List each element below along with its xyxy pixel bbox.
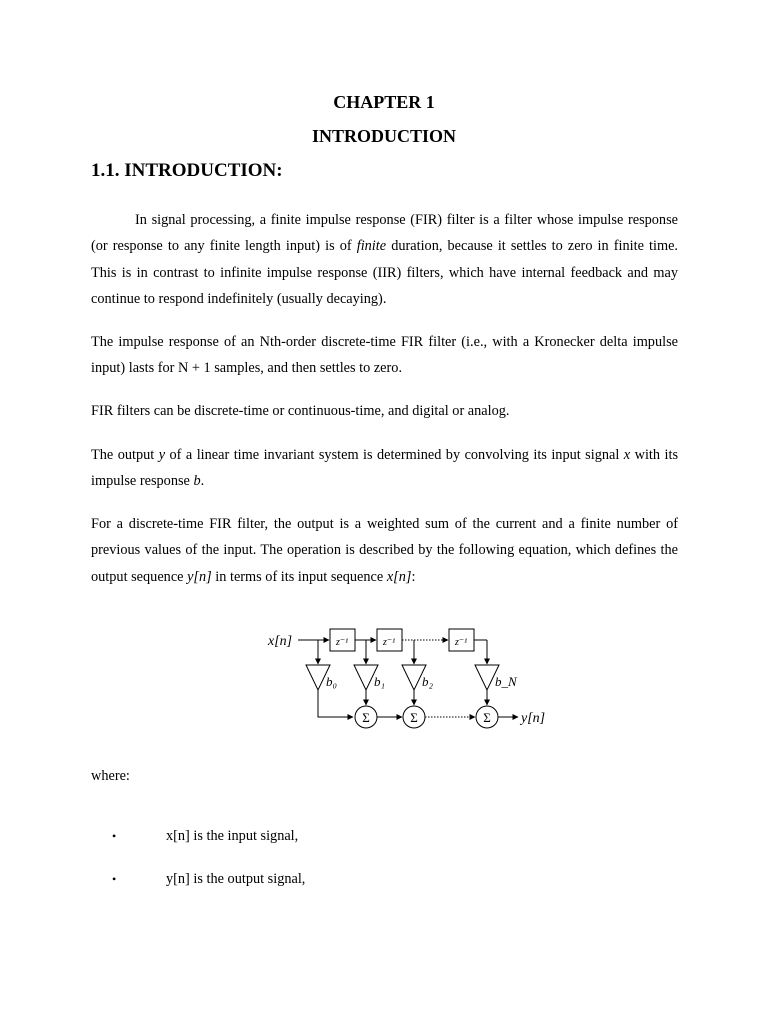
sum-node-1	[355, 706, 377, 728]
input-label: x[n]	[268, 634, 293, 649]
sum-symbol-1: Σ	[362, 710, 370, 725]
bullet-marker: •	[112, 872, 117, 886]
sum-node-2	[403, 706, 425, 728]
paragraph-impulse-response: The impulse response of an Nth-order discrete-time FIR filter (i.e., with a Kronecker delta impulse input) lasts for N + 1 samples, and then settles to zero.	[91, 334, 678, 377]
bullet-text: y[n] is the output signal,	[166, 871, 306, 887]
paragraph-fir-types: FIR filters can be discrete-time or continuous-time, and digital or analog.	[91, 403, 510, 419]
p4-text-b: of a linear time invariant system is determined by convolving its input signal	[165, 447, 624, 463]
section-heading: 1.1. INTRODUCTION:	[91, 160, 283, 181]
p5-text-c: :	[411, 568, 416, 585]
bullet-marker: •	[112, 829, 117, 843]
bullet-text: x[n] is the input signal,	[166, 828, 299, 844]
p5-xn-italic: x[n]	[386, 568, 412, 585]
sum-symbol-n: Σ	[483, 710, 491, 725]
sum-symbol-2: Σ	[410, 710, 418, 725]
delay-block-1	[330, 629, 355, 651]
sum-node-n	[476, 706, 498, 728]
p1-finite-italic: finite	[356, 238, 387, 255]
coef-label-2: b₂	[422, 674, 434, 689]
p5-text-a: For a discrete-time FIR filter, the output is a weighted sum of the current and a finite number of previous values of the input. The operation is described by the following equation, which defines the output sequence	[91, 516, 678, 585]
p4-x-italic: x	[623, 447, 631, 463]
p4-y-italic: y	[158, 447, 166, 463]
coef-label-1: b₁	[374, 674, 386, 689]
p4-b-italic: b	[193, 473, 201, 490]
p4-text-d: .	[200, 473, 205, 490]
p5-yn-italic: y[n]	[187, 568, 212, 585]
chapter-title: INTRODUCTION	[311, 126, 457, 146]
delay-label-n: z⁻¹	[455, 637, 468, 648]
p4-text-c: with its impulse response	[91, 447, 679, 490]
delay-label-2: z⁻¹	[383, 637, 396, 648]
p4-text-a: The output	[91, 447, 159, 463]
where-label: where:	[91, 768, 130, 784]
gain-out-0	[318, 690, 353, 717]
delay-block-n	[449, 629, 474, 651]
p5-text-b: in terms of its input sequence	[211, 568, 387, 585]
p1-text-b: duration, because it settles to zero in finite time. This is in contrast to infinite impulse response (IIR) filters, which have internal feedback and may continue to respond indefinitely (usually decaying).	[91, 238, 678, 307]
coef-label-0: b₀	[326, 674, 338, 689]
chapter-number: CHAPTER 1	[333, 92, 435, 112]
p1-text-a: In signal processing, a finite impulse response (FIR) filter is a filter whose impulse response (or response to any finite length input) is of	[91, 212, 678, 255]
output-label: y[n]	[521, 711, 546, 726]
coef-label-n: b_N	[495, 674, 517, 689]
delay-block-2	[377, 629, 402, 651]
delay-label-1: z⁻¹	[336, 637, 349, 648]
